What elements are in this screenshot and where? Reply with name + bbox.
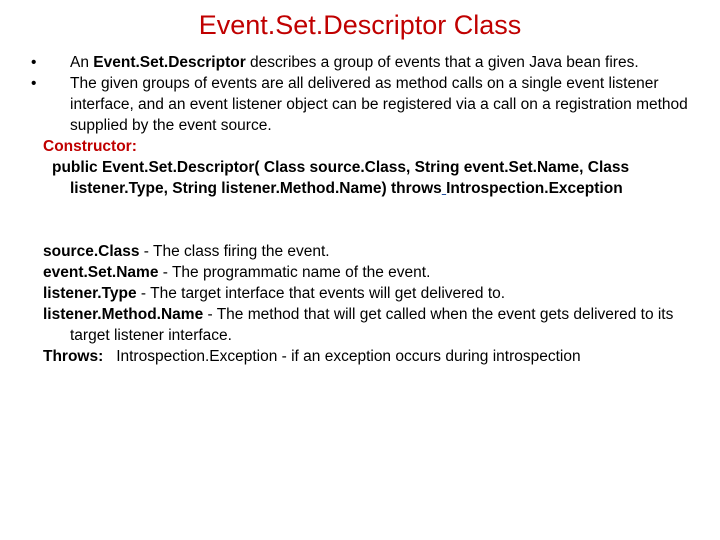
exception-name: Introspection.Exception [446, 180, 623, 197]
param-desc: - The class firing the event. [139, 243, 330, 260]
bullet-item [31, 73, 703, 136]
spacer [43, 199, 703, 241]
bullet-text: An [70, 54, 94, 71]
param-name: event.Set.Name [43, 264, 159, 281]
bullet-icon: • [31, 75, 37, 92]
param-desc: - The programmatic name of the event. [158, 264, 431, 281]
param-item [43, 283, 703, 304]
param-item [43, 241, 703, 262]
param-name: listener.Type [43, 285, 137, 302]
param-name: listener.Method.Name [43, 306, 204, 323]
bullet-text: describes a group of events that a given Java bean fires. [245, 54, 639, 71]
param-name: source.Class [43, 243, 140, 260]
slide-content [31, 52, 703, 367]
signature-text: public Event.Set.Descriptor( Class source.Class, String event.Set.Name, Class listener.Type, String listener.Method.Name) throws [52, 159, 630, 197]
throws-text: Introspection.Exception - if an exception occurs during introspection [116, 348, 581, 365]
class-name: Event.Set.Descriptor [93, 54, 246, 71]
param-item [43, 262, 703, 283]
throws-line [43, 346, 703, 367]
bullet-icon: • [31, 54, 37, 71]
param-desc: - The target interface that events will get delivered to. [136, 285, 506, 302]
constructor-label: Constructor: [43, 138, 137, 155]
bullet-item [31, 52, 703, 73]
bullet-text: The given groups of events are all delivered as method calls on a single event listener interface, and an event listener object can be registered via a call on a registration method supplied by the event source. [70, 75, 688, 134]
throws-label: Throws: [43, 348, 104, 365]
slide-title: Event.Set.Descriptor Class [198, 10, 522, 40]
constructor-signature [43, 157, 703, 199]
param-item [43, 304, 703, 346]
param-desc: - The method that will get called when the event gets delivered to its target listener interface. [70, 306, 674, 344]
